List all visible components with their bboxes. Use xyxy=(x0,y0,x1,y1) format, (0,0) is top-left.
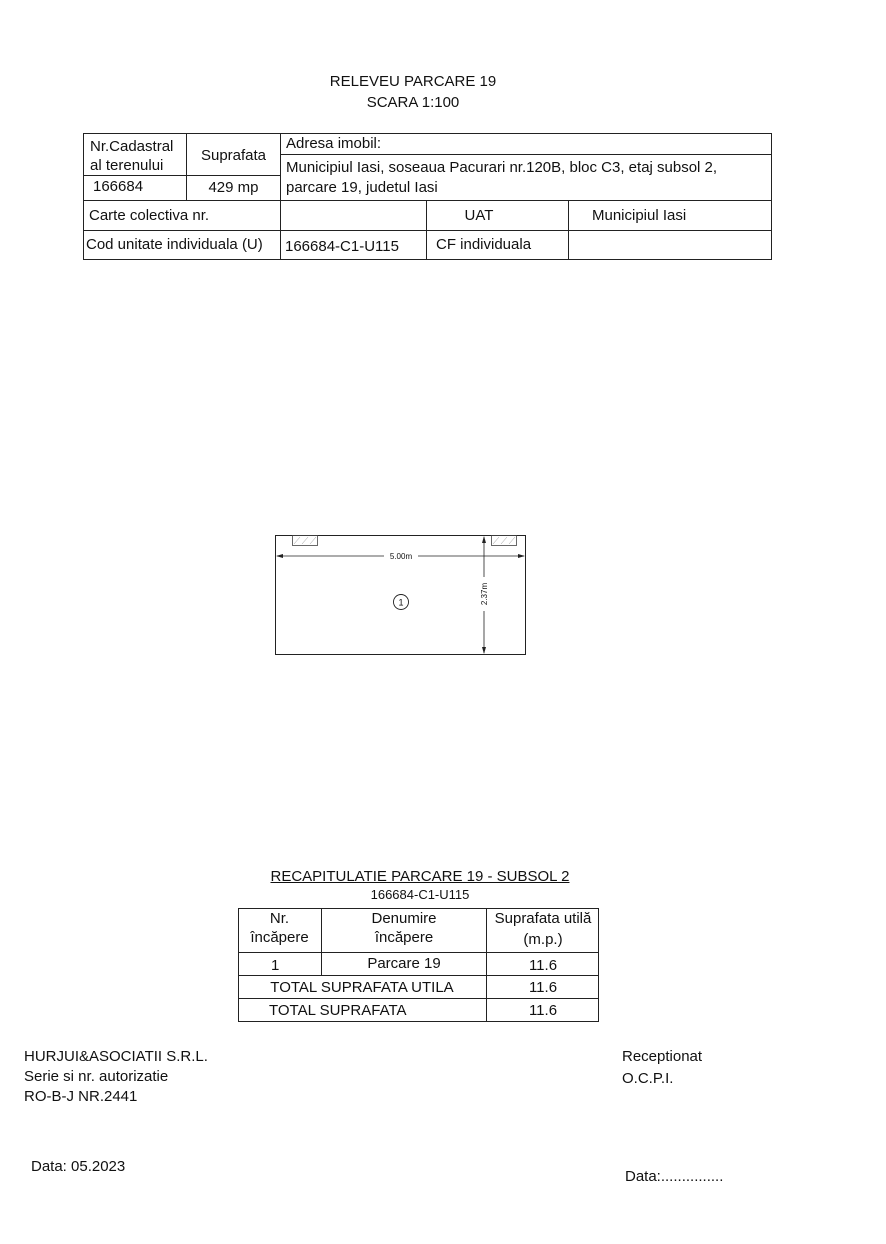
recap-subtitle: 166684-C1-U115 xyxy=(370,887,470,902)
cod-label: Cod unitate individuala (U) xyxy=(86,236,263,253)
col-nr-header-1: Nr. xyxy=(269,910,290,927)
col-area-header-1: Suprafata utilă xyxy=(494,910,592,927)
uat-value: Municipiul Iasi xyxy=(592,207,687,224)
row-area: 11.6 xyxy=(528,957,558,974)
cadastral-value: 166684 xyxy=(93,178,144,195)
page-scale: SCARA 1:100 xyxy=(366,94,460,111)
row-nr: 1 xyxy=(271,957,280,974)
total-value: 11.6 xyxy=(528,1002,558,1019)
col-area-header-2: (m.p.) xyxy=(523,931,563,948)
col-nr-header-2: încăpere xyxy=(250,929,309,946)
address-label: Adresa imobil: xyxy=(286,135,382,152)
parking-plan xyxy=(270,530,532,660)
total-label: TOTAL SUPRAFATA xyxy=(269,1002,407,1019)
date-left: Data: 05.2023 xyxy=(31,1158,126,1175)
auth-number: RO-B-J NR.2441 xyxy=(24,1088,138,1105)
cod-value: 166684-C1-U115 xyxy=(285,238,399,255)
total-utila-label: TOTAL SUPRAFATA UTILA xyxy=(270,979,454,996)
col-name-header-2: încăpere xyxy=(374,929,434,946)
company-name: HURJUI&ASOCIATII S.R.L. xyxy=(24,1048,208,1065)
divider xyxy=(280,133,281,260)
surface-label: Suprafata xyxy=(200,147,267,164)
cf-label: CF individuala xyxy=(436,236,532,253)
divider xyxy=(238,975,599,976)
auth-label: Serie si nr. autorizatie xyxy=(24,1068,169,1085)
recap-title-text: RECAPITULATIE PARCARE 19 - SUBSOL 2 xyxy=(270,868,570,885)
address-line-2: parcare 19, judetul Iasi xyxy=(286,179,438,196)
address-line-1: Municipiul Iasi, soseaua Pacurari nr.120B, bloc C3, etaj subsol 2, xyxy=(286,159,718,176)
divider xyxy=(238,998,599,999)
cadastral-label: Nr.Cadastral xyxy=(90,138,174,155)
room-number: 1 xyxy=(398,597,404,608)
row-name: Parcare 19 xyxy=(367,955,441,972)
total-utila-value: 11.6 xyxy=(528,979,558,996)
width-label: 5.00m xyxy=(389,552,413,561)
divider xyxy=(83,200,772,201)
cadastral-label-2: al terenului xyxy=(90,157,164,174)
surface-value: 429 mp xyxy=(208,179,259,196)
ocpi-label: O.C.P.I. xyxy=(622,1070,674,1087)
divider xyxy=(568,200,569,260)
divider xyxy=(280,154,772,155)
divider xyxy=(83,230,772,231)
divider xyxy=(238,952,599,953)
height-label: 2.37m xyxy=(480,582,489,606)
received-label: Receptionat xyxy=(622,1048,703,1065)
recap-title xyxy=(240,868,600,885)
date-right: Data:............... xyxy=(625,1168,724,1185)
col-name-header-1: Denumire xyxy=(371,910,437,927)
divider xyxy=(83,175,280,176)
uat-label: UAT xyxy=(464,207,494,224)
carte-label: Carte colectiva nr. xyxy=(89,207,210,224)
page-title: RELEVEU PARCARE 19 xyxy=(329,73,497,90)
